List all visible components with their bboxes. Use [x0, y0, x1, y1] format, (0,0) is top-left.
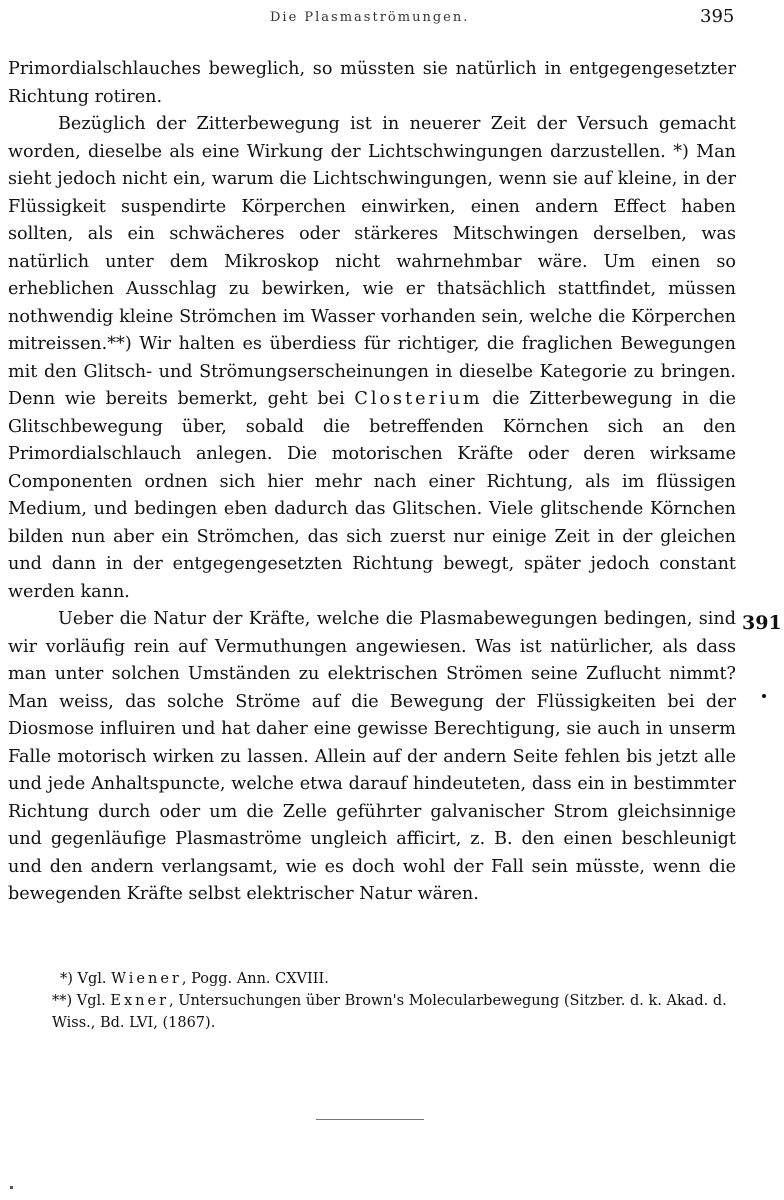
paragraph-2 — [8, 111, 736, 606]
footnote-text: , Pogg. Ann. CXVIII. — [181, 971, 329, 987]
footnote-2 — [8, 990, 736, 1034]
paragraph-2-lead: Bezüglich der Zitterbewegung ist in neuerer Zeit der Versuch gemacht worden, dieselbe als eine Wirkung der Lichtschwingungen darzustellen. *) Man sieht jedoch nicht ein, warum die Lichtschwingungen, wenn sie auf kleine, in der Flüssigkeit suspendirte Körperchen einwirken, einen andern Effect haben sollten, als ein schwächeres oder stärkeres Mitschwingen derselben, was natürlich unter dem Mikroskop nicht wahrnehmbar wäre. Um einen so erheblichen Ausschlag zu bewirken, wie er thatsächlich stattfindet, müssen nothwendig kleine Strömchen im Wasser vorhanden sein, welche die Körperchen mitreissen.**) Wir halten es überdiess für richtiger, die fraglichen Bewegungen mit den Glitsch- und Strömungserscheinungen in dieselbe Kategorie zu bringen. Denn wie bereits bemerkt, geht bei — [8, 114, 736, 409]
body-text — [8, 56, 736, 909]
paragraph-1: Primordialschlauches beweglich, so müssten sie natürlich in entgegengesetzter Richtung rotiren. — [8, 59, 736, 107]
footnote-prefix: Vgl. — [77, 971, 107, 987]
footnote-author: Exner — [110, 993, 170, 1009]
footnote-marker: **) — [52, 993, 73, 1009]
running-title: Die Plasmaströmungen. — [270, 10, 470, 25]
paragraph-3: Ueber die Natur der Kräfte, welche die Plasmabewegungen bedingen, sind wir vorläufig rein auf Vermuthungen angewiesen. Was ist natürlicher, als dass man unter solchen Umständen zu elektrischen Strömen seine Zuflucht nimmt? Man weiss, das solche Ströme auf die Bewegung der Flüssigkeiten bei der Diosmose influiren und hat daher eine gewisse Berechtigung, sie auch in unserm Falle motorisch wirken zu lassen. Allein auf der andern Seite fehlen bis jetzt alle und jede Anhaltspuncte, welche etwa darauf hindeuteten, dass ein in bestimmter Richtung durch oder um die Zelle geführter galvanischer Strom gleichsinnige und gegenläufige Plasmaströme ungleich afficirt, z. B. den einen beschleunigt und den andern verlangsamt, wie es doch wohl der Fall sein müsste, wenn die bewegenden Kräfte selbst elektrischer Natur wären. — [8, 609, 736, 904]
species-name: Closterium — [354, 389, 483, 409]
running-head — [0, 6, 784, 30]
footnotes — [8, 968, 736, 1034]
footnote-1 — [8, 968, 736, 990]
footnote-author: Wiener — [111, 971, 182, 987]
bottom-rule — [316, 1119, 424, 1120]
paragraph-2-tail: die Zitterbewegung in die Glitschbewegung über, sobald die betreffenden Körnchen sich an den Primordialschlauch anlegen. Die motorischen Kräfte oder deren wirksame Componenten ordnen sich hier mehr nach einer Richtung, als im flüssigen Medium, und bedingen eben dadurch das Glitschen. Viele glitschende Körnchen bilden nun aber ein Strömchen, das sich zuerst nur einige Zeit in der gleichen und dann in der entgegengesetzten Richtung bewegt, später jedoch constant werden kann. — [8, 389, 736, 602]
scan-mark — [10, 1186, 13, 1189]
footnote-prefix: Vgl. — [76, 993, 106, 1009]
footnote-marker: *) — [60, 971, 73, 987]
margin-page-reference: 391 — [742, 612, 782, 634]
page-number: 395 — [700, 6, 735, 27]
margin-dot — [762, 694, 766, 698]
footnote-text: , Untersuchungen über Brown's Molecularbewegung (Sitzber. d. k. Akad. d. Wiss., Bd. LVI, (1867). — [52, 993, 727, 1031]
